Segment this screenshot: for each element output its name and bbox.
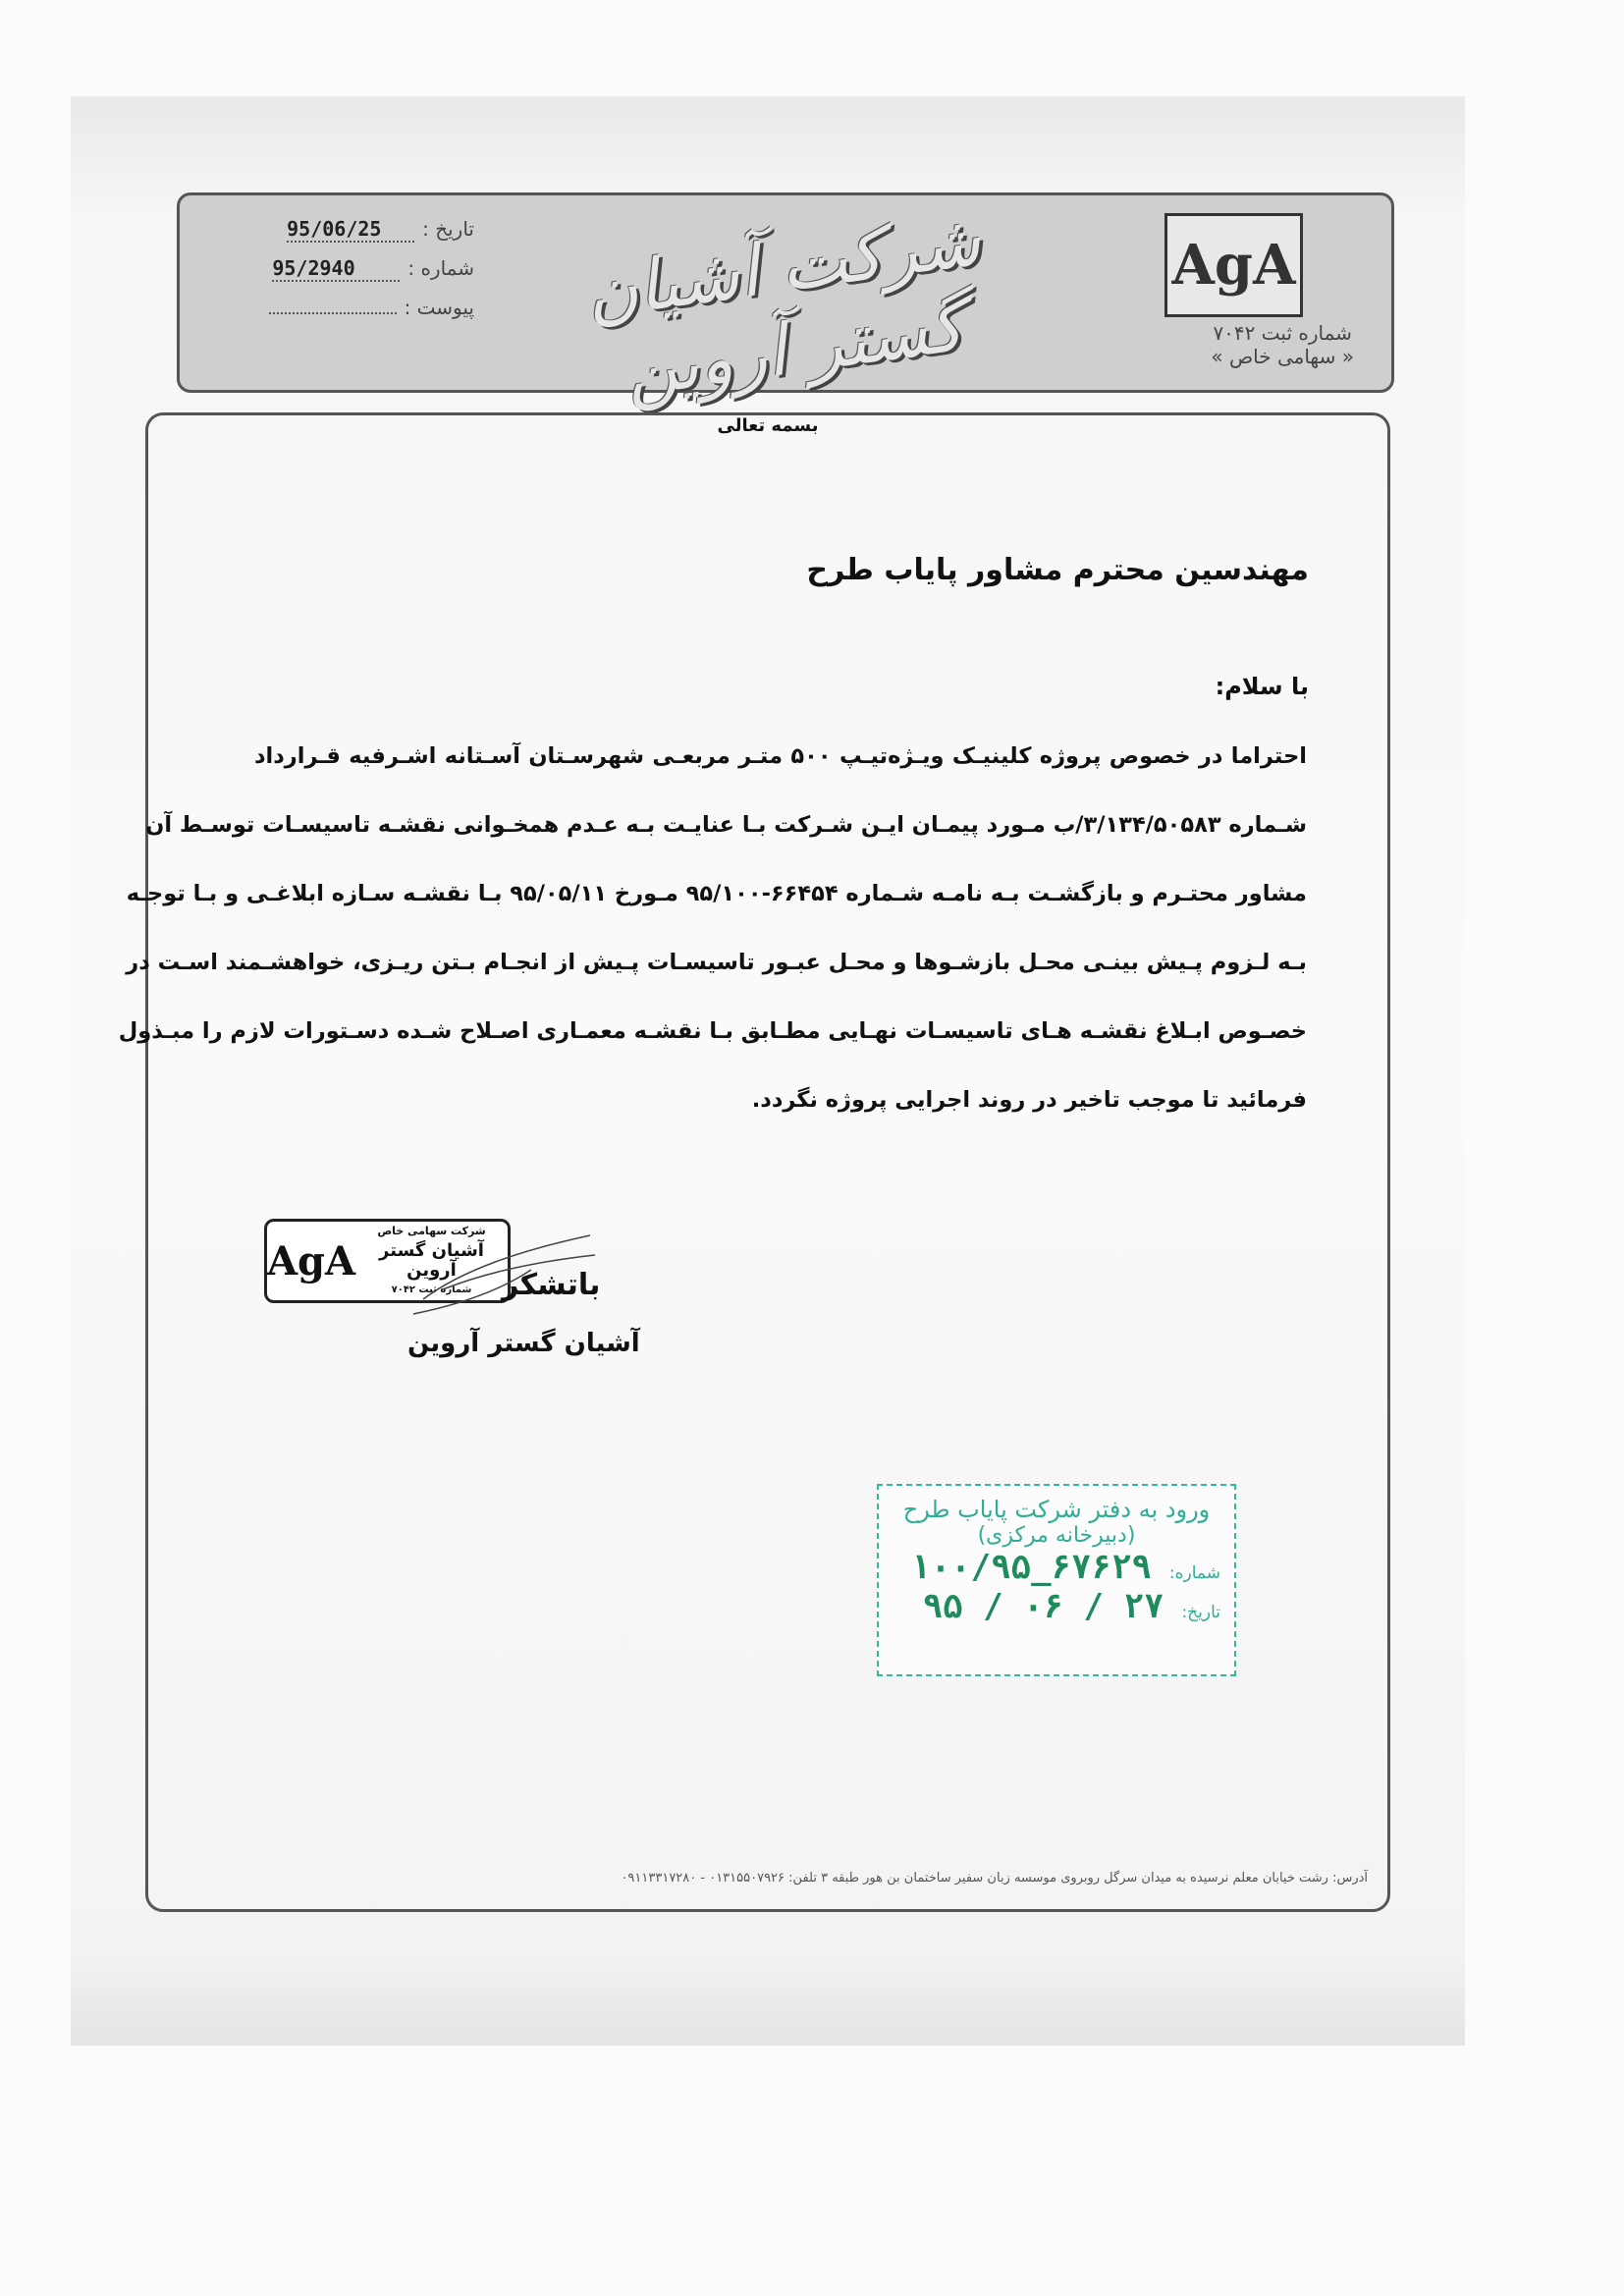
paragraph-line: شـماره ۳/۱۳۴/۵۰۵۸۳/ب مـورد پیمـان ایـن شـرکت بـا عنایـت بـه عـدم همخـوانی نقشـه تاسیسـات توسـط آن	[145, 812, 1307, 838]
paragraph-line: بـه لـزوم پـیش بینـی محـل بازشـوها و محـل عبـور تاسیسـات پـیش از انجـام بـتن ریـزی، خواهشـمند اسـت در	[126, 950, 1307, 975]
letterhead	[177, 192, 1394, 413]
receipt-number: ۱۰۰/۹۵_۶۷۶۲۹	[910, 1548, 1152, 1587]
letter-meta	[209, 217, 474, 335]
number-value: 95/2940	[272, 256, 400, 282]
recipient: مهندسین محترم مشاور پایاب طرح	[806, 553, 1309, 587]
company-type: « سهامی خاص »	[1211, 345, 1354, 368]
letter-body	[118, 412, 1390, 1912]
attachment-label: پیوست :	[404, 296, 474, 319]
company-logo	[1164, 213, 1303, 317]
paragraph-line: خصـوص ابـلاغ نقشـه هـای تاسیسـات نهـایی مطـابق بـا نقشـه معمـاری اصـلاح شـده دسـتورات لازم را مبـذول	[118, 1018, 1307, 1044]
receipt-number-label: شماره:	[1168, 1563, 1220, 1583]
stamp-line: شماره ثبت ۷۰۴۲	[391, 1285, 472, 1295]
receipt-title: ورود به دفتر شرکت پایاب طرح	[902, 1496, 1211, 1523]
footer-address: آدرس: رشت خیابان معلم نرسیده به میدان سرگل روبروی موسسه زبان سفیر ساختمان بن هور طبقه ۳ تلفن: ۰۱۳۱۵۵۰۷۹۲۶ - ۰۹۱۱۳۳۱۷۲۸۰	[621, 1871, 1368, 1886]
stamp-line: آشیان گستر آروین	[379, 1240, 484, 1281]
receipt-stamp	[877, 1484, 1236, 1676]
letter-paragraph	[118, 743, 1307, 1156]
date-value: 95/06/25	[287, 217, 414, 243]
paragraph-line: مشاور محتـرم و بازگشـت بـه نامـه شـماره ۶۶۴۵۴-۹۵/۱۰۰ مـورخ ۹۵/۰۵/۱۱ بـا نقشـه سـازه ابلاغـی و بـا توجـه	[126, 881, 1307, 906]
greeting: با سلام:	[1215, 673, 1309, 700]
closing: باتشکر	[502, 1268, 601, 1302]
date-label: تاریخ :	[422, 217, 474, 241]
number-label: شماره :	[407, 256, 474, 280]
logo-text: AgA	[1171, 233, 1296, 298]
attachment-value	[269, 312, 397, 314]
stamp-logo: AgA	[266, 1237, 355, 1285]
registration-number: شماره ثبت ۷۰۴۲	[1213, 321, 1352, 345]
receipt-date-label: تاریخ:	[1181, 1603, 1220, 1622]
paragraph-line: احتراما در خصوص پروژه کلینیـک ویـژه‌تیـپ ۵۰۰ متـر مربعـی شهرسـتان آسـتانه اشـرفیه قـرارداد	[254, 743, 1307, 769]
signer-name: آشیان گستر آروین	[407, 1329, 640, 1358]
registration-info	[1211, 321, 1354, 368]
paragraph-line: فرمائید تا موجب تاخیر در روند اجرایی پروژه نگردد.	[751, 1087, 1307, 1113]
receipt-date: ۹۵ / ۰۶ / ۲۷	[922, 1587, 1164, 1626]
receipt-subtitle: (دبیرخانه مرکزی)	[977, 1523, 1136, 1548]
stamp-line: شرکت سهامی خاص	[377, 1225, 486, 1237]
bismillah: بسمه تعالی	[717, 415, 819, 436]
company-name: شرکت آشیان گستر آروین	[579, 197, 986, 413]
